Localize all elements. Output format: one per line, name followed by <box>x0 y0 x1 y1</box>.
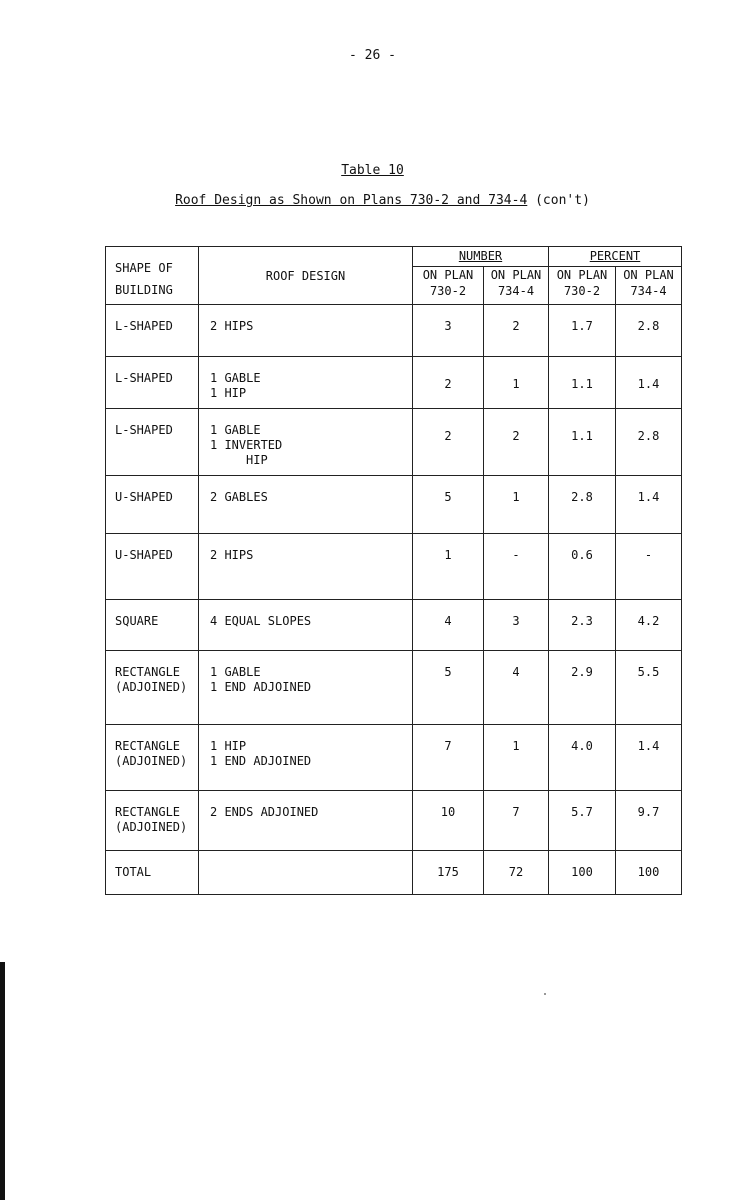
cell-shape: L-SHAPED <box>106 357 199 409</box>
page-number: - 26 - <box>349 48 396 63</box>
cell-roof-design: 1 HIP 1 END ADJOINED <box>199 725 413 791</box>
cell-shape: U-SHAPED <box>106 476 199 534</box>
cell-percent-734-4: 1.4 <box>616 476 682 534</box>
table-row <box>106 651 682 725</box>
cell-number-734-4: 1 <box>484 476 549 534</box>
cell-roof-design: 1 GABLE 1 INVERTED HIP <box>199 409 413 476</box>
table-caption-suffix: (con't) <box>527 193 590 208</box>
cell-roof-design: 2 HIPS <box>199 305 413 357</box>
header-percent-plan-730-2: ON PLAN 730-2 <box>549 267 616 305</box>
table-row <box>106 534 682 600</box>
cell-number-734-4: 7 <box>484 791 549 851</box>
cell-number-730-2: 1 <box>413 534 484 600</box>
cell-number-730-2: 175 <box>413 851 484 895</box>
cell-number-730-2: 5 <box>413 476 484 534</box>
cell-percent-734-4: 4.2 <box>616 600 682 651</box>
cell-roof-design: 4 EQUAL SLOPES <box>199 600 413 651</box>
cell-number-734-4: 2 <box>484 409 549 476</box>
cell-number-730-2: 7 <box>413 725 484 791</box>
cell-percent-734-4: 2.8 <box>616 305 682 357</box>
cell-number-734-4: 3 <box>484 600 549 651</box>
cell-shape: RECTANGLE (ADJOINED) <box>106 725 199 791</box>
cell-percent-730-2: 2.8 <box>549 476 616 534</box>
table-row <box>106 476 682 534</box>
table-caption-main: Roof Design as Shown on Plans 730-2 and 734-4 <box>175 193 528 208</box>
cell-percent-734-4: - <box>616 534 682 600</box>
table-row <box>106 305 682 357</box>
cell-shape: L-SHAPED <box>106 409 199 476</box>
cell-roof-design: 2 GABLES <box>199 476 413 534</box>
scan-edge-bar <box>0 962 5 1200</box>
table-row <box>106 791 682 851</box>
cell-shape: L-SHAPED <box>106 305 199 357</box>
table-row <box>106 600 682 651</box>
header-number: NUMBER <box>413 247 549 267</box>
cell-percent-734-4: 100 <box>616 851 682 895</box>
cell-shape: SQUARE <box>106 600 199 651</box>
cell-number-734-4: 1 <box>484 725 549 791</box>
cell-number-730-2: 3 <box>413 305 484 357</box>
cell-percent-734-4: 1.4 <box>616 357 682 409</box>
cell-number-734-4: 4 <box>484 651 549 725</box>
header-shape-of-building: SHAPE OF BUILDING <box>106 247 199 305</box>
cell-number-730-2: 2 <box>413 409 484 476</box>
header-percent: PERCENT <box>549 247 682 267</box>
cell-roof-design: 2 ENDS ADJOINED <box>199 791 413 851</box>
cell-percent-734-4: 1.4 <box>616 725 682 791</box>
cell-number-730-2: 5 <box>413 651 484 725</box>
cell-number-730-2: 4 <box>413 600 484 651</box>
header-percent-plan-734-4: ON PLAN 734-4 <box>616 267 682 305</box>
cell-roof-design: 2 HIPS <box>199 534 413 600</box>
cell-number-734-4: 2 <box>484 305 549 357</box>
cell-shape: RECTANGLE (ADJOINED) <box>106 651 199 725</box>
cell-percent-730-2: 1.1 <box>549 409 616 476</box>
table-caption <box>0 193 745 208</box>
header-number-plan-730-2: ON PLAN 730-2 <box>413 267 484 305</box>
cell-number-734-4: 1 <box>484 357 549 409</box>
cell-percent-730-2: 2.9 <box>549 651 616 725</box>
cell-percent-730-2: 0.6 <box>549 534 616 600</box>
cell-roof-design <box>199 851 413 895</box>
cell-percent-730-2: 1.7 <box>549 305 616 357</box>
cell-number-734-4: - <box>484 534 549 600</box>
cell-percent-734-4: 2.8 <box>616 409 682 476</box>
cell-roof-design: 1 GABLE 1 HIP <box>199 357 413 409</box>
cell-percent-730-2: 4.0 <box>549 725 616 791</box>
table-row <box>106 357 682 409</box>
table-row <box>106 725 682 791</box>
table-row <box>106 851 682 895</box>
cell-number-730-2: 10 <box>413 791 484 851</box>
header-number-plan-734-4: ON PLAN 734-4 <box>484 267 549 305</box>
cell-percent-730-2: 2.3 <box>549 600 616 651</box>
cell-percent-730-2: 1.1 <box>549 357 616 409</box>
cell-percent-734-4: 9.7 <box>616 791 682 851</box>
cell-number-734-4: 72 <box>484 851 549 895</box>
cell-number-730-2: 2 <box>413 357 484 409</box>
cell-shape: RECTANGLE (ADJOINED) <box>106 791 199 851</box>
roof-design-table <box>105 246 682 895</box>
cell-percent-734-4: 5.5 <box>616 651 682 725</box>
table-row <box>106 409 682 476</box>
cell-shape: TOTAL <box>106 851 199 895</box>
header-roof-design: ROOF DESIGN <box>199 247 413 305</box>
cell-percent-730-2: 5.7 <box>549 791 616 851</box>
cell-percent-730-2: 100 <box>549 851 616 895</box>
cell-roof-design: 1 GABLE 1 END ADJOINED <box>199 651 413 725</box>
cell-shape: U-SHAPED <box>106 534 199 600</box>
table-title: Table 10 <box>341 163 404 178</box>
scan-speck <box>544 993 546 995</box>
